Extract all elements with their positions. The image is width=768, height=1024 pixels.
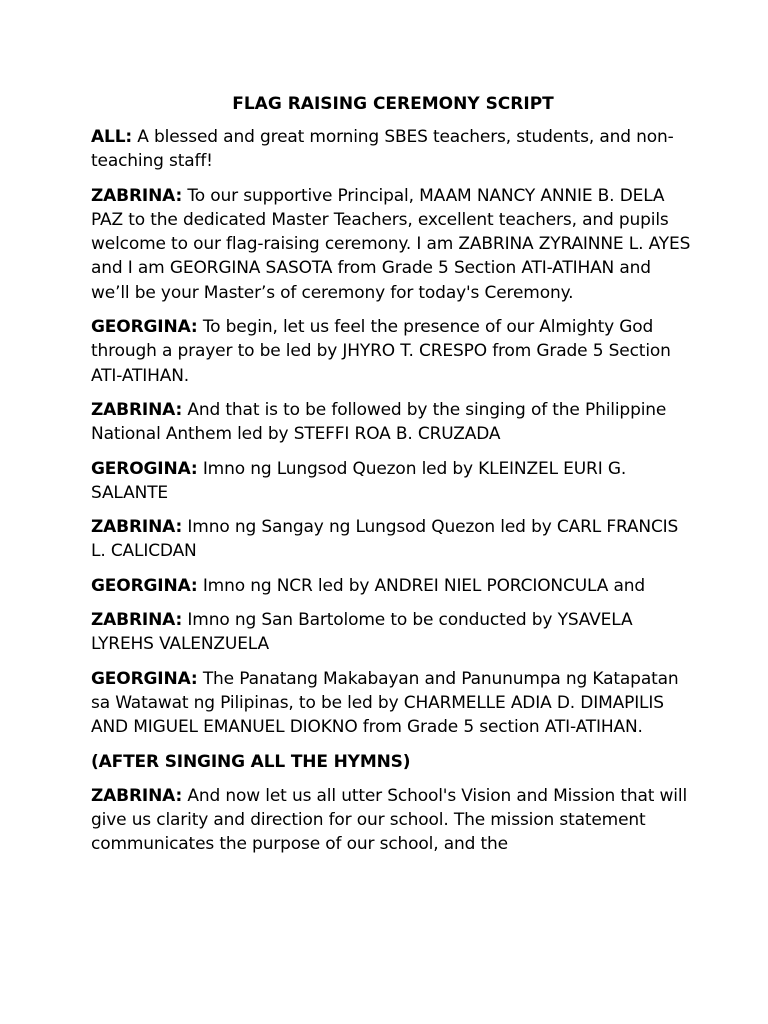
script-paragraph-zabrina-welcome bbox=[91, 184, 691, 305]
speaker-label: ALL: bbox=[91, 127, 133, 147]
paragraph-text: To begin, let us feel the presence of our Almighty God through a prayer to be led by JHYRO T. CRESPO from Grade 5 Section ATI-ATIHAN. bbox=[91, 317, 671, 386]
script-paragraph-georgina-prayer bbox=[91, 315, 691, 388]
stage-direction-text: (AFTER SINGING ALL THE HYMNS) bbox=[91, 751, 411, 772]
speaker-label: ZABRINA: bbox=[91, 399, 183, 420]
paragraph-text: Imno ng NCR led by ANDREI NIEL PORCIONCULA and bbox=[202, 575, 645, 596]
speaker-label: ZABRINA: bbox=[91, 610, 183, 631]
speaker-label: GEORGINA: bbox=[91, 317, 198, 338]
script-paragraph-georgina-ncr-hymn bbox=[91, 574, 691, 598]
speaker-label: GEORGINA: bbox=[91, 575, 198, 596]
script-paragraph-all-greeting bbox=[91, 125, 691, 174]
speaker-label: ZABRINA: bbox=[91, 185, 183, 206]
document-title: FLAG RAISING CEREMONY SCRIPT bbox=[232, 94, 554, 114]
script-paragraph-zabrina-sangay-hymn bbox=[91, 515, 691, 564]
script-paragraph-georgina-panatang bbox=[91, 667, 691, 740]
paragraph-text: Imno ng San Bartolome to be conducted by YSAVELA LYREHS VALENZUELA bbox=[91, 610, 633, 655]
speaker-label: ZABRINA: bbox=[91, 517, 183, 538]
speaker-label: GEORGINA: bbox=[91, 668, 198, 689]
paragraph-text: And that is to be followed by the singing of the Philippine National Anthem led by STEFFI ROA B. CRUZADA bbox=[91, 399, 667, 445]
speaker-label: ZABRINA: bbox=[91, 785, 183, 806]
script-paragraph-zabrina-vision-mission bbox=[91, 784, 691, 857]
script-paragraph-zabrina-anthem bbox=[91, 398, 691, 447]
stage-direction bbox=[91, 750, 691, 774]
document-page bbox=[91, 92, 691, 867]
script-paragraph-zabrina-san-bartolome-hymn bbox=[91, 608, 691, 657]
paragraph-text: Imno ng Lungsod Quezon led by KLEINZEL EURI G. SALANTE bbox=[91, 458, 627, 503]
paragraph-text: To our supportive Principal, MAAM NANCY ANNIE B. DELA PAZ to the dedicated Master Teachers, excellent teachers, and pupils welcome to our flag-raising ceremony. I am ZABRINA ZYRAINNE L. AYES and I am GEORGINA SASOTA from Grade 5 Section ATI-ATIHAN and we’ll be your Master’s of ceremony for today's Ceremony. bbox=[91, 185, 691, 303]
paragraph-text: The Panatang Makabayan and Panunumpa ng Katapatan sa Watawat ng Pilipinas, to be led by CHARMELLE ADIA D. DIMAPILIS AND MIGUEL EMANUEL DIOKNO from Grade 5 section ATI-ATIHAN. bbox=[91, 668, 679, 738]
paragraph-text: Imno ng Sangay ng Lungsod Quezon led by CARL FRANCIS L. CALICDAN bbox=[91, 517, 679, 562]
script-paragraph-georgina-quezon-hymn bbox=[91, 457, 691, 506]
paragraph-text: A blessed and great morning SBES teachers, students, and non-teaching staff! bbox=[91, 127, 674, 172]
paragraph-text: And now let us all utter School's Vision and Mission that will give us clarity and direction for our school. The mission statement communicates the purpose of our school, and the bbox=[91, 785, 688, 855]
speaker-label: GEROGINA: bbox=[91, 458, 198, 479]
